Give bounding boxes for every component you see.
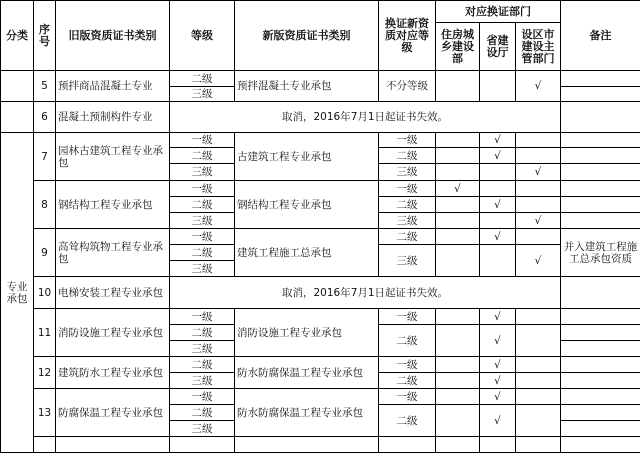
dept-city-cell bbox=[516, 197, 561, 213]
remark-cell bbox=[561, 373, 640, 389]
old-type-cell: 混凝土预制构件专业 bbox=[56, 102, 170, 133]
new-grade-cell: 三级 bbox=[379, 245, 436, 277]
header-dept-city: 设区市建设主管部门 bbox=[516, 23, 561, 71]
old-type-cell: 电梯安装工程专业承包 bbox=[56, 277, 170, 309]
dept-city-cell bbox=[516, 389, 561, 405]
check-mark: √ bbox=[516, 71, 561, 102]
grade-cell: 一级 bbox=[170, 229, 235, 245]
remark-cell bbox=[561, 71, 640, 87]
remark-cell bbox=[561, 181, 640, 197]
check-mark: √ bbox=[516, 213, 561, 229]
old-type-cell: 园林古建筑工程专业承包 bbox=[56, 133, 170, 181]
dept-moh-cell bbox=[436, 309, 480, 325]
table-row bbox=[1, 133, 640, 148]
check-mark: √ bbox=[480, 229, 516, 245]
new-type-cell: 古建筑工程专业承包 bbox=[235, 133, 379, 181]
grade-cell: 二级 bbox=[170, 325, 235, 341]
check-mark: √ bbox=[480, 405, 516, 437]
table-row bbox=[1, 71, 640, 87]
dept-city-cell bbox=[516, 148, 561, 164]
remark-cell bbox=[561, 421, 640, 437]
check-mark: √ bbox=[480, 148, 516, 164]
grade-cell: 一级 bbox=[170, 133, 235, 148]
header-old-type: 旧版资质证书类别 bbox=[56, 1, 170, 71]
header-category: 分类 bbox=[1, 1, 34, 71]
dept-city-cell bbox=[516, 437, 561, 453]
check-mark: √ bbox=[480, 325, 516, 357]
new-type-cell: 建筑工程施工总承包 bbox=[235, 229, 379, 277]
seq-cell: 6 bbox=[34, 102, 56, 133]
remark-cell bbox=[561, 405, 640, 421]
new-grade-cell: 二级 bbox=[379, 373, 436, 389]
grade-cell bbox=[170, 437, 235, 453]
header-dept-group: 对应换证部门 bbox=[436, 1, 561, 23]
table-row bbox=[1, 102, 640, 133]
grade-cell: 三级 bbox=[170, 164, 235, 181]
dept-moh-cell bbox=[436, 229, 480, 245]
dept-prov-cell bbox=[480, 71, 516, 102]
dept-prov-cell bbox=[480, 181, 516, 197]
dept-city-cell bbox=[516, 373, 561, 389]
remark-cell bbox=[561, 102, 640, 133]
grade-cell: 二级 bbox=[170, 405, 235, 421]
header-dept-prov: 省建设厅 bbox=[480, 23, 516, 71]
new-grade-cell: 一级 bbox=[379, 181, 436, 197]
table-row bbox=[1, 357, 640, 373]
dept-city-cell bbox=[516, 325, 561, 357]
dept-moh-cell bbox=[436, 357, 480, 373]
check-mark: √ bbox=[480, 133, 516, 148]
dept-city-cell bbox=[516, 181, 561, 197]
dept-city-cell bbox=[516, 133, 561, 148]
check-mark: √ bbox=[516, 245, 561, 277]
new-type-cell: 防水防腐保温工程专业承包 bbox=[235, 389, 379, 437]
remark-cell bbox=[561, 357, 640, 373]
new-type-cell: 预拌混凝土专业承包 bbox=[235, 71, 379, 102]
header-dept-moh: 住房城乡建设部 bbox=[436, 23, 480, 71]
new-grade-cell: 一级 bbox=[379, 133, 436, 148]
table-row bbox=[1, 181, 640, 197]
seq-cell: 10 bbox=[34, 277, 56, 309]
grade-cell: 二级 bbox=[170, 197, 235, 213]
new-type-cell: 钢结构工程专业承包 bbox=[235, 181, 379, 229]
grade-cell: 三级 bbox=[170, 341, 235, 357]
cancel-note: 取消，2016年7月1日起证书失效。 bbox=[170, 277, 561, 309]
grade-cell: 一级 bbox=[170, 181, 235, 197]
check-mark: √ bbox=[480, 389, 516, 405]
dept-moh-cell bbox=[436, 213, 480, 229]
dept-city-cell bbox=[516, 405, 561, 437]
seq-cell bbox=[34, 437, 56, 453]
new-grade-cell bbox=[379, 437, 436, 453]
dept-moh-cell bbox=[436, 148, 480, 164]
dept-city-cell bbox=[516, 229, 561, 245]
grade-cell: 二级 bbox=[170, 148, 235, 164]
new-grade-cell: 不分等级 bbox=[379, 71, 436, 102]
dept-moh-cell bbox=[436, 164, 480, 181]
check-mark: √ bbox=[480, 357, 516, 373]
remark-cell bbox=[561, 309, 640, 325]
check-mark: √ bbox=[436, 181, 480, 197]
old-type-cell: 建筑防水工程专业承包 bbox=[56, 357, 170, 389]
dept-moh-cell bbox=[436, 71, 480, 102]
remark-cell bbox=[561, 389, 640, 405]
table-row bbox=[1, 229, 640, 245]
check-mark: √ bbox=[516, 164, 561, 181]
seq-cell: 9 bbox=[34, 229, 56, 277]
grade-cell: 三级 bbox=[170, 261, 235, 277]
remark-cell bbox=[561, 87, 640, 102]
dept-city-cell bbox=[516, 357, 561, 373]
old-type-cell: 防腐保温工程专业承包 bbox=[56, 389, 170, 437]
remark-cell bbox=[561, 277, 640, 309]
cancel-note: 取消，2016年7月1日起证书失效。 bbox=[170, 102, 561, 133]
remark-cell bbox=[561, 325, 640, 341]
check-mark: √ bbox=[480, 197, 516, 213]
seq-cell: 7 bbox=[34, 133, 56, 181]
remark-cell bbox=[561, 164, 640, 181]
new-grade-cell: 一级 bbox=[379, 357, 436, 373]
new-grade-cell: 一级 bbox=[379, 309, 436, 325]
remark-cell bbox=[561, 133, 640, 148]
new-grade-cell: 二级 bbox=[379, 405, 436, 437]
grade-cell: 三级 bbox=[170, 213, 235, 229]
dept-prov-cell bbox=[480, 437, 516, 453]
category-cell bbox=[1, 102, 34, 133]
category-label: 专业承包 bbox=[1, 133, 34, 453]
new-grade-cell: 三级 bbox=[379, 164, 436, 181]
remark-note: 并入建筑工程施工总承包资质 bbox=[561, 229, 640, 277]
dept-prov-cell bbox=[480, 213, 516, 229]
old-type-cell bbox=[56, 437, 170, 453]
seq-cell: 12 bbox=[34, 357, 56, 389]
old-type-cell: 预拌商品混凝土专业 bbox=[56, 71, 170, 102]
dept-moh-cell bbox=[436, 245, 480, 277]
old-type-cell: 消防设施工程专业承包 bbox=[56, 309, 170, 357]
new-type-cell: 防水防腐保温工程专业承包 bbox=[235, 357, 379, 389]
table-row bbox=[1, 389, 640, 405]
dept-moh-cell bbox=[436, 197, 480, 213]
dept-moh-cell bbox=[436, 437, 480, 453]
header-seq: 序号 bbox=[34, 1, 56, 71]
new-grade-cell: 一级 bbox=[379, 389, 436, 405]
remark-cell bbox=[561, 437, 640, 453]
grade-cell: 一级 bbox=[170, 309, 235, 325]
grade-cell: 一级 bbox=[170, 389, 235, 405]
new-grade-cell: 三级 bbox=[379, 213, 436, 229]
new-grade-cell: 二级 bbox=[379, 229, 436, 245]
old-type-cell: 钢结构工程专业承包 bbox=[56, 181, 170, 229]
grade-cell: 二级 bbox=[170, 245, 235, 261]
dept-moh-cell bbox=[436, 373, 480, 389]
check-mark: √ bbox=[480, 309, 516, 325]
new-grade-cell: 二级 bbox=[379, 325, 436, 357]
dept-moh-cell bbox=[436, 389, 480, 405]
grade-cell: 三级 bbox=[170, 373, 235, 389]
new-type-cell bbox=[235, 437, 379, 453]
remark-cell bbox=[561, 341, 640, 357]
category-cell bbox=[1, 71, 34, 102]
new-type-cell: 消防设施工程专业承包 bbox=[235, 309, 379, 357]
grade-cell: 三级 bbox=[170, 421, 235, 437]
grade-cell: 二级 bbox=[170, 71, 235, 87]
seq-cell: 11 bbox=[34, 309, 56, 357]
header-grade: 等级 bbox=[170, 1, 235, 71]
dept-city-cell bbox=[516, 309, 561, 325]
dept-prov-cell bbox=[480, 164, 516, 181]
old-type-cell: 高耸构筑物工程专业承包 bbox=[56, 229, 170, 277]
grade-cell: 二级 bbox=[170, 357, 235, 373]
seq-cell: 8 bbox=[34, 181, 56, 229]
header-new-grade: 换证新资质对应等级 bbox=[379, 1, 436, 71]
new-grade-cell: 二级 bbox=[379, 197, 436, 213]
header-new-type: 新版资质证书类别 bbox=[235, 1, 379, 71]
seq-cell: 13 bbox=[34, 389, 56, 437]
new-grade-cell: 二级 bbox=[379, 148, 436, 164]
table-row bbox=[1, 277, 640, 309]
table-row bbox=[1, 309, 640, 325]
remark-cell bbox=[561, 148, 640, 164]
seq-cell: 5 bbox=[34, 71, 56, 102]
grade-cell: 三级 bbox=[170, 87, 235, 102]
header-remark: 备注 bbox=[561, 1, 640, 71]
remark-cell bbox=[561, 197, 640, 213]
dept-moh-cell bbox=[436, 325, 480, 357]
check-mark: √ bbox=[480, 373, 516, 389]
dept-moh-cell bbox=[436, 133, 480, 148]
dept-moh-cell bbox=[436, 405, 480, 437]
remark-cell bbox=[561, 213, 640, 229]
dept-prov-cell bbox=[480, 245, 516, 277]
